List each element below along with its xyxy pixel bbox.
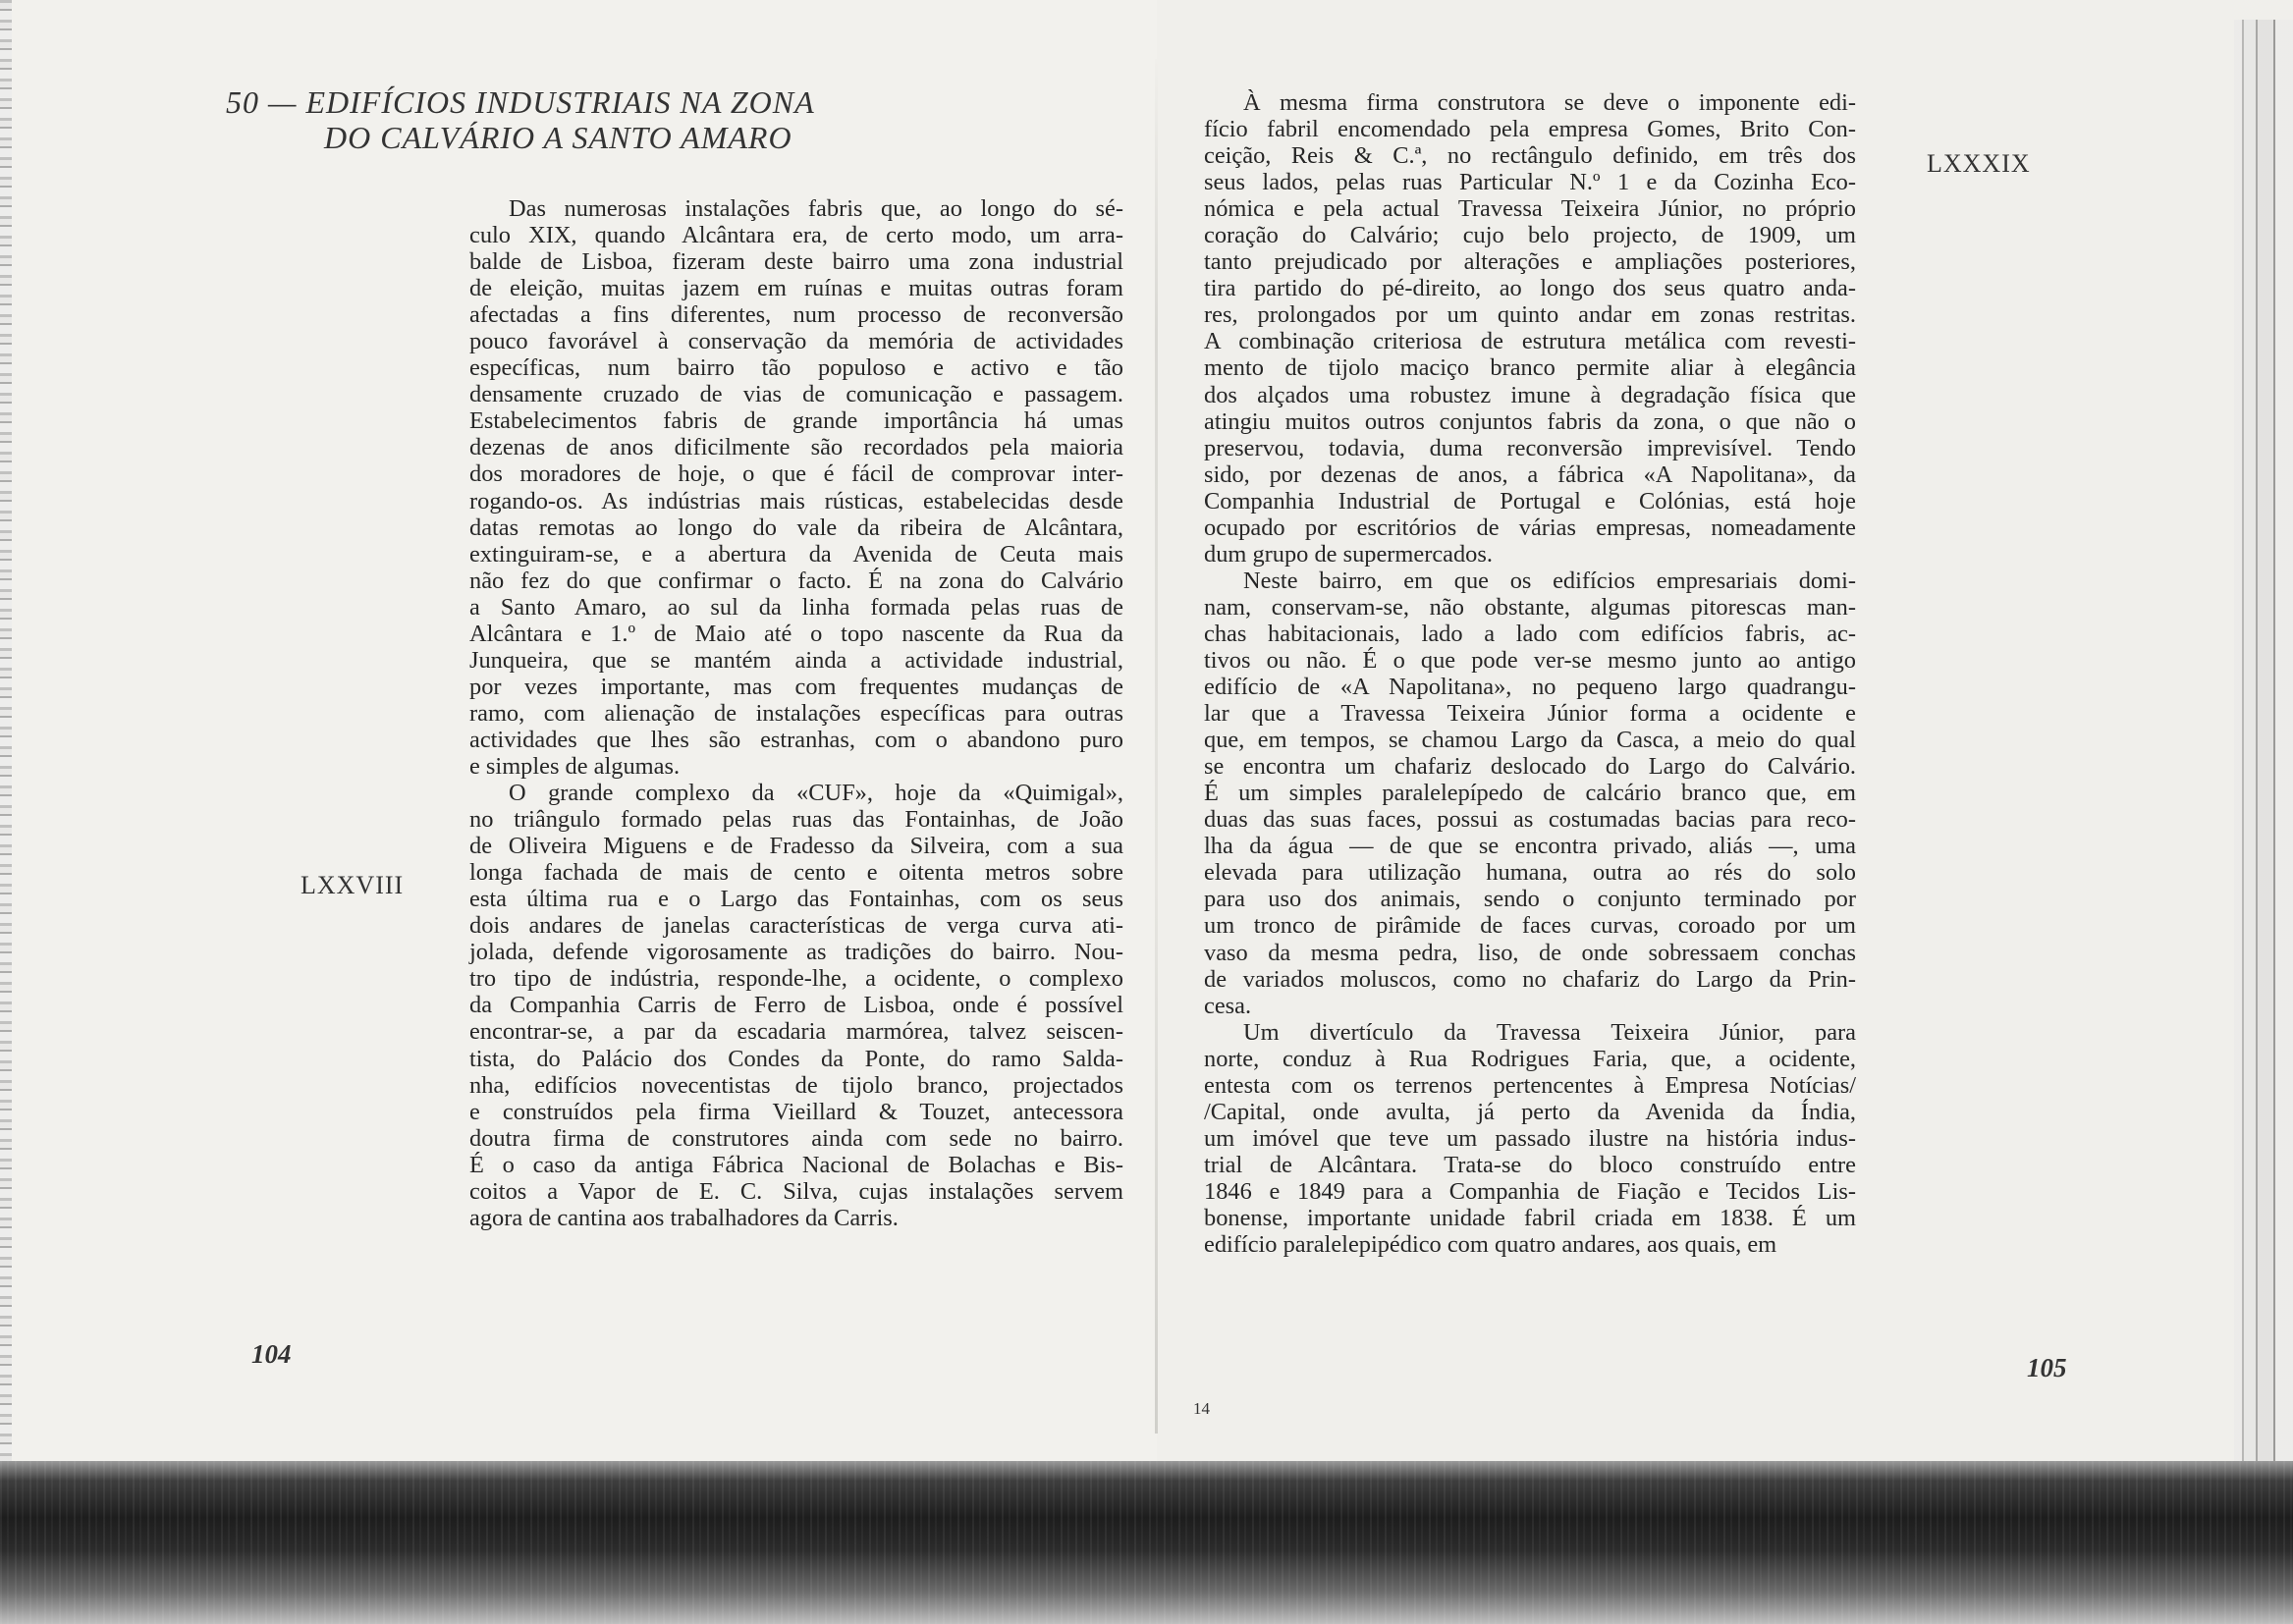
- text-line: seus lados, pelas ruas Particular N.º 1 e da Cozinha Eco-: [1204, 169, 1856, 196]
- text-line: da Companhia Carris de Ferro de Lisboa, onde é possível: [469, 992, 1123, 1019]
- text-line: atingiu muitos outros conjuntos fabris da zona, o que não o: [1204, 407, 1856, 435]
- text-line: nha, edifícios novecentistas de tijolo branco, projectados: [469, 1071, 1123, 1099]
- text-line: e construídos pela firma Vieillard & Touzet, antecessora: [469, 1098, 1123, 1125]
- text-line: fício fabril encomendado pela empresa Gomes, Brito Con-: [1204, 116, 1856, 143]
- scan-edge-right: [2234, 20, 2293, 1463]
- text-line: encontrar-se, a par da escadaria marmórea, talvez seiscen-: [469, 1018, 1123, 1046]
- text-line: Das numerosas instalações fabris que, ao longo do sé-: [509, 195, 1123, 222]
- chapter-heading-line: 50 — EDIFÍCIOS INDUSTRIAIS NA ZONA: [226, 84, 815, 120]
- text-line: por vezes importante, mas com frequentes mudanças de: [469, 673, 1123, 700]
- paragraph: [469, 195, 1123, 780]
- text-line: cesa.: [1204, 992, 1252, 1019]
- text-line: Alcântara e 1.º de Maio até o topo nascente da Rua da: [469, 620, 1123, 647]
- text-line: 1846 e 1849 para a Companhia de Fiação e Tecidos Lis-: [1204, 1177, 1856, 1205]
- text-line: esta última rua e o Largo das Fontainhas, com os seus: [469, 886, 1123, 913]
- text-line: pouco favorável à conservação da memória de actividades: [469, 328, 1123, 355]
- page-number-left: 104: [251, 1339, 292, 1369]
- text-line: longa fachada de mais de cento e oitenta metros sobre: [469, 859, 1123, 887]
- text-line: bonense, importante unidade fabril criada em 1838. É um: [1204, 1204, 1856, 1231]
- text-line: afectadas a fins diferentes, num processo de reconversão: [469, 301, 1123, 329]
- text-line: agora de cantina aos trabalhadores da Carris.: [469, 1204, 899, 1231]
- text-line: chas habitacionais, lado a lado com edifícios fabris, ac-: [1204, 620, 1856, 647]
- text-line: tanto prejudicado por alterações e ampliações posteriores,: [1204, 248, 1856, 276]
- text-line: balde de Lisboa, fizeram deste bairro uma zona industrial: [469, 248, 1123, 276]
- text-line: tro tipo de indústria, responde-lhe, a ocidente, o complexo: [469, 965, 1123, 993]
- text-line: para uso dos animais, sendo o conjunto terminado por: [1204, 886, 1856, 913]
- text-line: Neste bairro, em que os edifícios empresariais domi-: [1243, 567, 1856, 594]
- text-line: extinguiram-se, e a abertura da Avenida de Ceuta mais: [469, 540, 1123, 568]
- scan-shadow-band: [0, 1461, 2293, 1624]
- text-line: nómica e pela actual Travessa Teixeira Júnior, no próprio: [1204, 195, 1856, 223]
- text-line: duas das suas faces, possui as costumadas bacias para reco-: [1204, 806, 1856, 834]
- text-line: lar que a Travessa Teixeira Júnior forma a ocidente e: [1204, 700, 1856, 728]
- chapter-heading: [226, 84, 815, 155]
- text-line: densamente cruzado de vias de comunicação e passagem.: [469, 381, 1123, 408]
- text-line: de variados moluscos, como no chafariz do Largo da Prin-: [1204, 965, 1856, 993]
- right-text-column: [1204, 89, 1856, 1258]
- chapter-heading-line: DO CALVÁRIO A SANTO AMARO: [324, 120, 792, 155]
- text-line: que, em tempos, se chamou Largo da Casca, a meio do qual: [1204, 727, 1856, 754]
- text-line: coitos a Vapor de E. C. Silva, cujas instalações servem: [469, 1177, 1123, 1205]
- text-line: Estabelecimentos fabris de grande importância há umas: [469, 407, 1123, 435]
- book-gutter: [1155, 59, 1158, 1434]
- text-line: Um divertículo da Travessa Teixeira Júnior, para: [1243, 1018, 1856, 1046]
- text-line: a Santo Amaro, ao sul da linha formada pelas ruas de: [469, 593, 1123, 621]
- paragraph: [1204, 568, 1856, 1019]
- signature-mark: 14: [1193, 1399, 1210, 1418]
- text-line: tivos ou não. É o que pode ver-se mesmo junto ao antigo: [1204, 646, 1856, 674]
- text-line: no triângulo formado pelas ruas das Fontainhas, de João: [469, 806, 1123, 834]
- text-line: específicas, num bairro tão populoso e activo e tão: [469, 354, 1123, 382]
- text-line: de eleição, muitas jazem em ruínas e muitas outras foram: [469, 275, 1123, 302]
- text-line: de Oliveira Miguens e de Fradesso da Silveira, com a sua: [469, 833, 1123, 860]
- text-line: res, prolongados por um quinto andar em zonas restritas.: [1204, 301, 1856, 329]
- text-line: tira partido do pé-direito, ao longo dos seus quatro anda-: [1204, 275, 1856, 302]
- text-line: culo XIX, quando Alcântara era, de certo modo, um arra-: [469, 222, 1123, 249]
- margin-reference-left: LXXVIII: [300, 871, 405, 899]
- text-line: nam, conservam-se, não obstante, algumas pitorescas man-: [1204, 593, 1856, 621]
- text-line: dum grupo de supermercados.: [1204, 540, 1493, 568]
- text-line: É um simples paralelepípedo de calcário branco que, em: [1204, 780, 1856, 807]
- margin-reference-right: LXXXIX: [1927, 149, 2031, 178]
- text-line: se encontra um chafariz deslocado do Largo do Calvário.: [1204, 753, 1856, 781]
- text-line: dezenas de anos dificilmente são recordados pela maioria: [469, 434, 1123, 461]
- text-line: actividades que lhes são estranhas, com o abandono puro: [469, 726, 1123, 753]
- text-line: e simples de algumas.: [469, 752, 681, 780]
- text-line: ocupado por escritórios de várias empresas, nomeadamente: [1204, 514, 1856, 541]
- text-line: edifício paralelepipédico com quatro andares, aos quais, em: [1204, 1231, 1777, 1259]
- text-line: À mesma firma construtora se deve o imponente edi-: [1243, 89, 1856, 116]
- left-text-column: [469, 195, 1123, 1231]
- text-line: entesta com os terrenos pertencentes à Empresa Notícias/: [1204, 1071, 1856, 1099]
- text-line: elevada para utilização humana, outra ao rés do solo: [1204, 859, 1856, 887]
- text-line: ceição, Reis & C.ª, no rectângulo definido, em três dos: [1204, 142, 1856, 170]
- paragraph: [1204, 89, 1856, 568]
- text-line: Companhia Industrial de Portugal e Colónias, está hoje: [1204, 487, 1856, 514]
- text-line: tista, do Palácio dos Condes da Ponte, do ramo Salda-: [469, 1045, 1123, 1072]
- text-line: um imóvel que teve um passado ilustre na história indus-: [1204, 1124, 1856, 1152]
- text-line: preservou, todavia, duma reconversão imprevisível. Tendo: [1204, 434, 1856, 461]
- text-line: rogando-os. As indústrias mais rústicas, estabelecidas desde: [469, 487, 1123, 514]
- text-line: não fez do que confirmar o facto. É na zona do Calvário: [469, 567, 1123, 594]
- text-line: doutra firma de construtores ainda com sede no bairro.: [469, 1124, 1123, 1152]
- text-line: sido, por dezenas de anos, a fábrica «A Napolitana», da: [1204, 460, 1856, 488]
- text-line: É o caso da antiga Fábrica Nacional de Bolachas e Bis-: [469, 1151, 1123, 1178]
- text-line: ramo, com alienação de instalações específicas para outras: [469, 699, 1123, 727]
- text-line: trial de Alcântara. Trata-se do bloco construído entre: [1204, 1151, 1856, 1178]
- text-line: Junqueira, que se mantém ainda a actividade industrial,: [469, 646, 1123, 674]
- paragraph: [469, 780, 1123, 1231]
- scan-noise: [0, 1461, 2293, 1624]
- scan-edge-left: [0, 0, 12, 1463]
- text-line: O grande complexo da «CUF», hoje da «Quimigal»,: [509, 780, 1123, 807]
- text-line: /Capital, onde avulta, já perto da Avenida da Índia,: [1204, 1098, 1856, 1125]
- text-line: dois andares de janelas características de verga curva ati-: [469, 912, 1123, 940]
- page-number-right: 105: [2027, 1353, 2067, 1382]
- text-line: um tronco de pirâmide de faces curvas, coroado por um: [1204, 912, 1856, 940]
- text-line: datas remotas ao longo do vale da ribeira de Alcântara,: [469, 514, 1123, 541]
- text-line: norte, conduz à Rua Rodrigues Faria, que, a ocidente,: [1204, 1045, 1856, 1072]
- text-line: A combinação criteriosa de estrutura metálica com revesti-: [1204, 328, 1856, 355]
- text-line: dos alçados uma robustez imune à degradação física que: [1204, 381, 1856, 408]
- text-line: mento de tijolo maciço branco permite aliar à elegância: [1204, 354, 1856, 382]
- text-line: edifício de «A Napolitana», no pequeno largo quadrangu-: [1204, 674, 1856, 701]
- text-line: vaso da mesma pedra, liso, de onde sobressaem conchas: [1204, 939, 1856, 966]
- text-line: lha da água — de que se encontra privado, aliás —, uma: [1204, 833, 1856, 860]
- text-line: dos moradores de hoje, o que é fácil de comprovar inter-: [469, 460, 1123, 488]
- text-line: coração do Calvário; cujo belo projecto, de 1909, um: [1204, 222, 1856, 249]
- paragraph: [1204, 1019, 1856, 1258]
- text-line: jolada, defende vigorosamente as tradições do bairro. Nou-: [469, 939, 1123, 966]
